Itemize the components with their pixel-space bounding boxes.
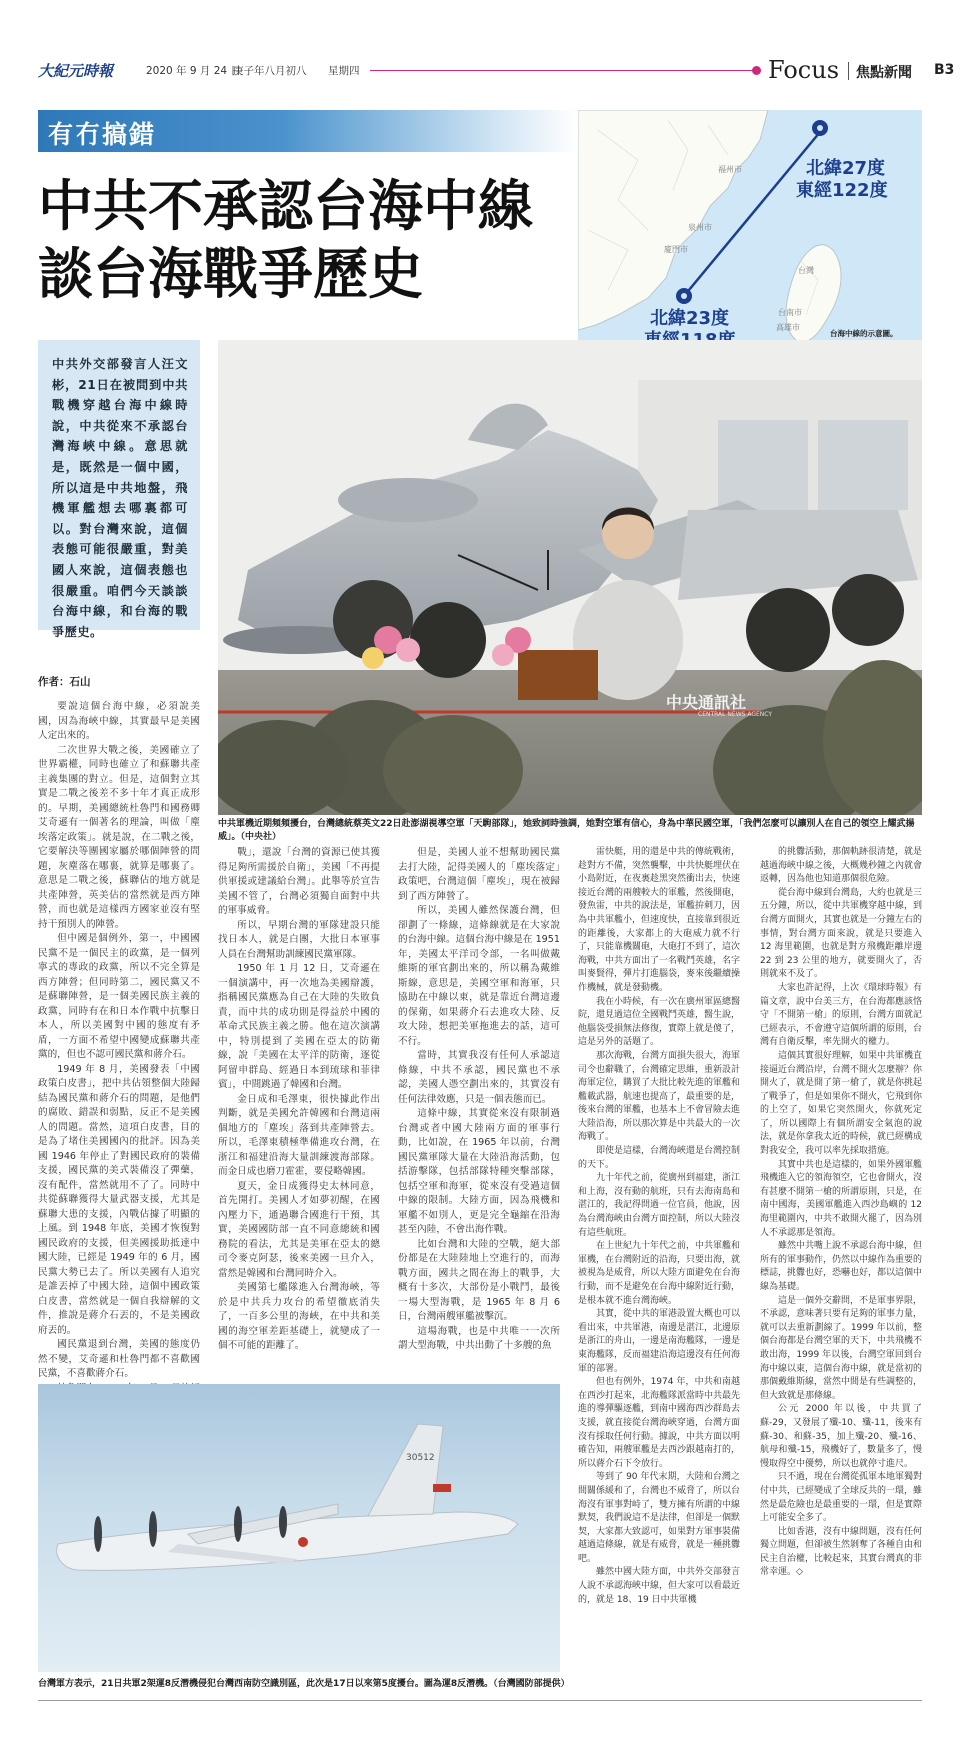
main-photo-scene [218, 340, 922, 815]
article-column-4 [578, 846, 740, 1607]
map-graphic [578, 110, 922, 378]
paragraph: 但也有例外，1974 年，中共和南越在西沙打起來，北海艦隊派當時中共最先進的導彈驅逐艦，到南中國海西沙群島去支援，就直接從台灣海峽穿過，台灣方面沒有採取任何行動。據說，中共方面以明確告知，兩艘軍艦是去西沙跟越南打的，所以蔣介石下令放行。 [578, 1377, 741, 1469]
paragraph: 在上世紀九十年代之前，中共軍艦和軍機，在台灣附近的沿海，只要出海，就被視為是威脅，所以大陸方面避免在台海行動，而不是避免在台海中線附近行動，是根本就不進台灣海峽。 [578, 1241, 741, 1306]
paragraph: 1950 年 1 月 12 日，艾奇遜在一個演講中，再一次地為美國辯護，指稱國民黨應為自己在大陸的失敗負責，而中共的成功則是得益於中國的革命式民族主義之勝。他在這次演講中，特別提到了美國在亞太的防衛線，說「美國在太平洋的防衛，逐從阿留申群島、經過日本到琉球和菲律賓」，中間跳過了韓國和台灣。 [218, 963, 380, 1090]
paragraph: 國民黨退到台灣，美國的態度仍然不變，艾奇遜和杜魯門都不喜歡國民黨，不喜歡蔣介石。 [38, 1339, 200, 1379]
paragraph: 這個其實很好理解，如果中共軍機直接逼近台灣沿岸，台灣不開火怎麼辦？你開火了，就是開了第一槍了，就是你挑起了戰爭了，但是如果你不開火，它飛到你的上空了，如果它突然開火，你就死定了，所以國際上有個所謂安全氣泡的說法，就是你拿我太近的時候，就已經構成對我安全，我可以率先採取措施。 [760, 1050, 923, 1157]
paragraph: 雷快艇，用的還是中共的傳統戰術，趁對方不備，突然襲擊，中共快艇埋伏在小島附近，在夜裏趁黑突然衝出去，快速接近台灣的兩艘較大的軍艦，然後開砲，發魚雷，中共的說法是，軍艦拚刺刀，因為中共軍艦小，但速度快，直接靠到很近的距離後，大家都上的大砲威力就不行了，只能靠機關砲，大砲打不到了，這次海戰，中共方面出了一名戰鬥英雄，名字叫麥賢得，彈片打進腦袋，麥來後繼續操作機械，就是發動機。 [578, 847, 741, 993]
paragraph: 戰」，還說「台灣的資源已使其獲得足夠所需援於自衛」，美國「不再提供軍援或建議給台灣」。此舉等於宣告美國不管了，台灣必須獨自面對中共的軍事威脅。 [218, 847, 380, 916]
place-kaohsiung: 高雄市 [776, 323, 800, 332]
photo-watermark: 中央通訊社 [666, 693, 747, 712]
map-caption-line-1: 台海中線的示意圖。 [830, 329, 898, 338]
lunar-date: 庚子年八月初八 [233, 65, 307, 77]
paragraph: 這條中線，其實從來沒有限制過台灣或者中國大陸兩方面的軍事行動，比如說，在 1965 年以前，台灣國民黨軍隊大量在大陸沿海活動，包括游擊隊，包括部隊特種突擊部隊，包括空軍和海軍，從來沒有受過這個中線的限制。大陸方面，因為飛機和軍艦不如別人，更是完全龜縮在沿海甚至內陸，不會出海作戰。 [398, 1108, 560, 1235]
paragraph: 雖然中國大陸方面，中共外交部發言人說不承認海峽中線，但大家可以看最近的，就是 18、19 日中共軍機 [578, 1567, 741, 1605]
tail-number: 30512 [406, 1453, 435, 1463]
column-banner-label: 有冇搞錯 [48, 120, 157, 149]
column-banner [38, 110, 578, 152]
place-taiwan: 台灣 [798, 266, 814, 275]
paragraph: 比如香港，沒有中線問題，沒有任何獨立問題，但卻被生然剝奪了各種自由和民主自治權，比較起來，其實台灣真的非常幸運。◇ [760, 1526, 923, 1578]
map-pin-ne-icon [812, 120, 828, 136]
paragraph: 即使是這樣，台灣海峽還是台灣控制的天下。 [578, 1146, 741, 1170]
paragraph: 1949 年 8 月，美國發表「中國政策白皮書」，把中共佔領整個大陸歸結為國民黨和蔣介石的問題，是他們的腐敗、錯誤和弱點，反正不是美國人的問題。當然，這項白皮書，目的是為了堵住美國國內的批評。因為美國 1946 年停止了對國民政府的裝備支援，國民黨的美式裝備沒了彈藥，沒有配件，當然就用不了了。同時中共從蘇聯獲得大量武器支援，尤其是蘇聯大患的支援，內戰佔據了明顯的上風。到 1948 年底，美國才恢復對國民政府的支援，但美國援助抵達中國大陸，已經是 1949 年的 6 月，國民黨大勢已去了。所以美國有人追究是誰丟掉了中國大陸，這個中國政策白皮書，當然就是一個自我辯解的文件，推說是蔣介石丟的，不是美國政府丟的。 [38, 1063, 200, 1336]
paragraph: 其實，從中共的軍港設置大概也可以看出來，中共軍港，南邊是湛江，北邊原是浙江的舟山，一邊是南海艦隊，一邊是東海艦隊，反而福建沿海這邊沒有任何海軍的部署。 [578, 1309, 741, 1374]
paragraph: 要說這個台海中線，必須說美國，因為海峽中線，其實最早是美國人定出來的。 [38, 701, 200, 741]
page-header [38, 56, 955, 84]
article-column-5 [760, 846, 922, 1580]
weekday: 星期四 [328, 65, 360, 77]
main-photo [218, 340, 922, 815]
lead-box [38, 340, 200, 639]
coord-ne-lat: 北緯27度 [806, 158, 886, 179]
place-xiamen: 廈門市 [664, 245, 688, 254]
issue-date: 2020 年 9 月 24 日 [146, 65, 241, 77]
paragraph: 那次海戰，台灣方面損失很大，海軍司令也辭職了，台灣確定思維，重新設計海軍定位，購買了大批比較先進的軍艦和艦載武器，航速也提高了，最重要的是，後來台灣的軍艦，也基本上不會冒險去進大陸沿海，所以那次算是中共最大的一次海戰了。 [578, 1050, 741, 1143]
paragraph: 這是一個外交辭問，不是軍事界限，不承認，意味著只要有足夠的軍事力量，就可以去重新劃線了。1999 年以前，整個台海都是台灣空軍的天下，中共飛機不敢出海，1999 年以後，台灣空軍回到台海中線以東，這個台海中線，就是當初的那個戴維斯線，當然中間是有些調整的，但大致就是那條線。 [760, 1295, 923, 1401]
headline-line-2: 談台海戰爭歷史 [38, 241, 424, 306]
paragraph: 金日成和毛澤東，很快據此作出判斷，就是美國允許韓國和台灣這兩個地方的「塵埃」落到共產陣營去。所以，毛澤東積極準備進攻台灣，在浙江和福建沿海大量訓練渡海部隊。而金日成也磨刀霍霍，要侵略韓國。 [218, 1093, 380, 1177]
aircraft-photo-caption: 台灣軍方表示，21日共軍2架運8反潛機侵犯台灣西南防空識別區，此次是17日以來第5度擾台。圖為運8反潛機。（台灣國防部提供） [38, 1679, 570, 1689]
paragraph: 當時，其實我沒有任何人承認這條線，中共不承認，國民黨也不承認，美國人憑空劃出來的，其實沒有任何法律效應，只是一個表態而已。 [398, 1050, 560, 1105]
paragraph: 雖然中共嘴上說不承認台海中線，但所有的軍事動作，仍然以中線作為重要的標誌，挑釁也好，恐嚇也好，都以這個中線為基礎。 [760, 1241, 923, 1292]
paragraph: 這場海戰，也是中共唯一一次所謂大型海戰，中共出動了十多艘的魚 [398, 1325, 560, 1351]
author-byline: 作者：石山 [38, 676, 91, 688]
lead-text: 中共外交部發言人汪文彬，21日在被問到中共戰機穿越台海中線時說，中共從來不承認台灣海峽中線。意思就是，既然是一個中國，所以這是中共地盤，飛機軍艦想去哪裏都可以。對台灣來說，這個表態可能很嚴重，對美國人來說，這個表態也很嚴重。咱們今天談談台海中線，和台海的戰爭歷史。 [52, 357, 188, 639]
paragraph: 夏天，金日成獲得史太林同意，首先開打。美國人才如夢初醒，在國內壓力下，通過聯合國進行干預，其實，美國國防部一直不同意總統和國務院的看法，尤其是美軍在亞太的總司令麥克阿瑟，後來美國一旦介入，當然是韓國和台灣同時介入。 [218, 1180, 380, 1279]
article-column-2 [218, 846, 380, 1354]
paragraph: 其實中共也是這樣的，如果外國軍艦飛機進入它的領海領空，它也會開火，沒有甚麼不開第一槍的所謂原則，只是，在南中國海，美國軍艦進入西沙島嶼的 12 海里範圍內，中共不敢開火罷了，因為別人不承認那是領海。 [760, 1159, 923, 1238]
paragraph: 所以，早期台灣的軍隊建設只能找日本人，就是白團，大批日本軍事人員在台灣幫助訓練國民黨軍隊。 [218, 919, 380, 960]
strait-median-line-map [578, 110, 922, 378]
place-tainan: 台南市 [778, 308, 802, 317]
paragraph: 公元 2000 年以後，中共買了蘇-29，又發展了殲-10、殲-11，後來有蘇-30、和蘇-35，加上殲-20、殲-16、航母和殲-15，飛機好了，數量多了，慢慢取得空中優勢，所以也就停寸進尺。 [760, 1404, 922, 1469]
coord-ne-lon: 東經122度 [796, 180, 888, 201]
bottom-rule [38, 1700, 922, 1701]
newspaper-brand: 大紀元時報 [38, 62, 114, 80]
map-pin-sw-icon [676, 288, 692, 304]
paragraph: 比如台灣和大陸的空戰，絕大部份都是在大陸陸地上空進行的，而海戰方面，國共之間在海上的戰爭，大概有十多次，大部份是小戰鬥，最後一場大型海戰，是 1965 年 8 月 6 日，台灣兩艘軍艦被擊沉。 [398, 1238, 560, 1322]
paragraph: 從台海中線到台灣島，大約也就是三五分鐘，所以，從中共軍機穿越中線，到台灣方面開火，其實也就是一分鐘左右的事情，對台灣方面來說，就是只要進入 12 海里範圍，也就是對方飛機距離岸邊 22 到 23 公里的地方，就要開火了，否則就來不及了。 [760, 887, 923, 980]
paragraph: 但是，美國人並不想幫助國民黨去打大陸，記得美國人的「塵埃落定」政策吧，台灣這個「塵埃」，現在被歸到了西方陣營了。 [398, 847, 560, 902]
aircraft-photo-scene [38, 1384, 560, 1672]
focus-label: Focus [768, 56, 840, 84]
paragraph: 大家也許記得，上次《環球時報》有篇文章，說中台美三方，在台海都應該恪守「不開第一槍」的原則，台灣方面就記已經表示，不會遵守這個所謂的原則，台灣有自衛反擊，率先開火的權力。 [760, 982, 923, 1048]
header-rule [370, 70, 756, 71]
page-number: B3 [934, 62, 955, 78]
headline [38, 172, 598, 308]
aircraft-photo [38, 1384, 560, 1672]
paragraph: 所以，美國人雖然保護台灣，但卻劃了一條線，這條線就是在大家說的台海中線。這個台海中線是在 1951 年，美國太平洋司令部，一名叫做戴維斯的軍官劃出來的，所以稱為戴維斯線，意思是，美國空軍和海軍，只協助在中線以東，就是靠近台灣這邊的保衛，如果蔣介石去進攻大陸、反攻大陸，想把美軍拖進去的話，這可不行。 [398, 905, 560, 1047]
headline-line-1: 中共不承認台海中線 [38, 173, 534, 238]
photo-watermark-sub: CENTRAL NEWS AGENCY [698, 711, 773, 718]
place-quanzhou: 泉州市 [688, 223, 712, 232]
paragraph: 九十年代之前，從廣州到福建，浙江和上海，沒有動的航班，只有去海南島和湛江的，我記得問過一位官員，他說，因為台灣海峽由台灣方面控制，所以大陸沒有這些航班。 [578, 1173, 741, 1238]
main-photo-caption: 中共軍機近期頻頻擾台，台灣總統蔡英文22日赴澎湖視導空軍「天駒部隊」，她致詞時強調，她對空軍有信心，身為中華民國空軍，「我們怎麼可以讓別人在自己的領空上耀武揚威」。（中央社） [218, 819, 915, 842]
article-column-3 [398, 846, 560, 1354]
header-dot-icon [752, 66, 761, 75]
paragraph: 等到了 90 年代末期，大陸和台灣之間關係緩和了，台灣也不威脅了，所以台海沒有軍事對峙了，雙方擁有所謂的中線默契，我們說這不是法律，但卻是一個默契，大家都大致認可，如果對方軍事裝備越過這條線，就是有威脅，就是一種挑釁吧。 [578, 1472, 741, 1564]
paragraph: 美國第七艦隊進入台灣海峽，等於是中共兵力攻台的希望徹底消失了，一百多公里的海峽，在中共和美國的海空軍差距基礎上，就變成了一個不可能的距離了。 [218, 1282, 380, 1351]
paragraph: 但中國是個例外，第一，中國國民黨不是一個民主的政黨，是一個列寧式的專政的政黨，所以不完全算是西方陣營；但同時第二，國民黨又不是蘇聯陣營，是一個美國民族主義的政黨，同時有在和日本作戰中抗擊日本人，所以美國對中國的態度有矛盾，一方面不希望中國變成蘇聯共產黨的，但也不認可國民黨和蔣介石。 [38, 933, 200, 1060]
section-name: 焦點新聞 [856, 65, 912, 81]
paragraph: 只不過，現在台灣從孤軍本地軍獨對付中共，已經變成了全球反共的一環，雖然是最危險也是最重要的一環，但是實際上可能安全多了。 [760, 1472, 923, 1524]
place-fuzhou: 福州市 [718, 165, 742, 174]
paragraph: 我在小時候，有一次在廣州軍區總醫院，還見過這位全國戰鬥英雄，醫生說，他腦袋受損無法修復，實際上就是傻了，這是另外的話題了。 [578, 996, 741, 1048]
paragraph: 的挑釁活動，那個軌跡很清楚，就是越過海峽中線之後，大概幾秒鐘之內就會返轉，因為他也知道那個很危險。 [760, 847, 923, 885]
header-separator [848, 62, 849, 80]
article-column-1 [38, 700, 200, 1411]
coord-sw-lat: 北緯23度 [650, 308, 730, 329]
paragraph: 二次世界大戰之後，美國確立了世界霸權，同時也確立了和蘇聯共產主義集團的對立。但是，這個對立其實是二戰之後差不多十年才真正成形的。早期，美國總統杜魯門和國務卿艾奇遜有一個著名的理論，叫做「塵埃落定政策」。就是說，在二戰之後，它要解決等團國家屬於哪個陣營的問題，灰塵落在哪裏，就算是哪裏了。意思是二戰之後，蘇聯佔的地方就是共產陣營，英美佔的當然就是西方陣營，而也就是這樣西方國家並沒有堅持干預別人的陣營。 [38, 744, 200, 930]
